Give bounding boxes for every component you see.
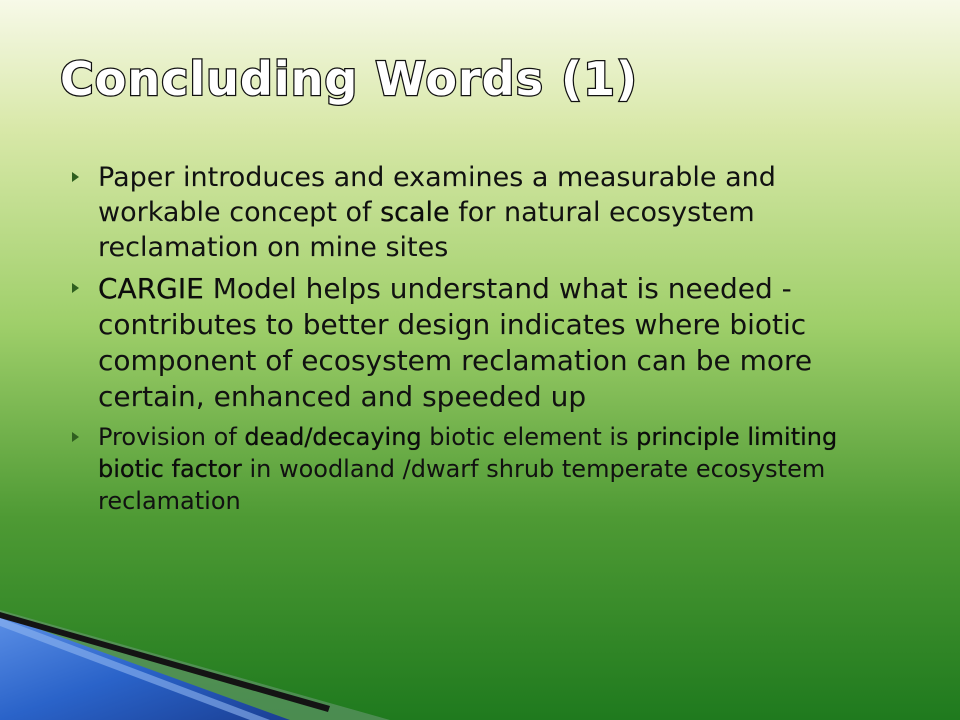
swoosh-blue-shape bbox=[0, 615, 290, 720]
bullet-emphasis: dead/decaying bbox=[244, 423, 422, 451]
slide-title: Concluding Words (1) bbox=[60, 52, 639, 106]
bullet-text: biotic element is bbox=[421, 423, 637, 451]
bullet-text: Model helps understand what is needed - contributes to better design indicates where biotic component of ecosystem reclamation can be more certain, enhanced and speeded up bbox=[98, 272, 813, 413]
bullet-text: for natural ecosystem reclamation on mine sites bbox=[98, 197, 755, 263]
bullet-text: in woodland /dwarf shrub temperate ecosystem reclamation bbox=[98, 455, 826, 515]
bullet-emphasis: scale bbox=[380, 197, 450, 228]
bullet-emphasis: CARGIE bbox=[98, 272, 204, 305]
bullet-emphasis: principle limiting biotic factor bbox=[98, 423, 838, 483]
bullet-text: Provision of bbox=[98, 423, 245, 451]
bullet-text: Paper introduces and examines a measurable and workable concept of bbox=[98, 162, 776, 228]
